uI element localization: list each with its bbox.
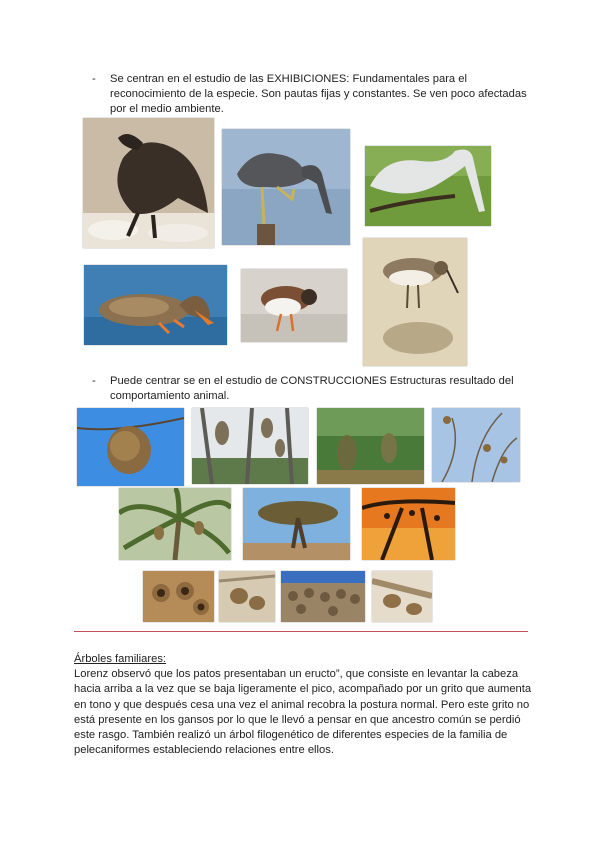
paragraph-line: hacia arriba a la vez que se baja ligeramente el pico, acompañado por un grito que aumenta xyxy=(74,683,532,696)
bullet-dash: - xyxy=(92,375,96,387)
section-divider xyxy=(74,631,528,632)
palm-nests-photo xyxy=(119,488,231,560)
colony-photo xyxy=(281,571,365,622)
section-heading: Árboles familiares: xyxy=(74,653,167,665)
paragraph-line: está presente en los gansos por lo que le llevó a pensar en que ancestro común se perdió xyxy=(74,713,521,726)
mud-nests-photo xyxy=(143,571,214,622)
sunset-nests-photo xyxy=(362,488,455,560)
bullet-text-line: comportamiento animal. xyxy=(110,390,230,402)
egret-photo xyxy=(365,146,491,226)
nest-photo-3 xyxy=(317,408,424,484)
bullet-text-line: por el medio ambiente. xyxy=(110,103,224,115)
paragraph-line: pelecaniformes estableciendo relaciones entre ellos. xyxy=(74,744,334,757)
nest-photo-2 xyxy=(192,408,308,484)
heron-photo xyxy=(222,129,350,245)
paragraph-line: Lorenz observó que los patos presentaban un eructo”, que consiste en levantar la cabeza xyxy=(74,668,519,681)
acacia-photo xyxy=(243,488,350,560)
bullet-dash: - xyxy=(92,73,96,85)
cormorant-photo xyxy=(83,118,214,248)
nest-photo-1 xyxy=(77,408,184,486)
family-trees-section xyxy=(74,652,534,758)
swallow-nests-photo xyxy=(219,571,275,622)
bullet-text-line: Se centran en el estudio de las EXHIBICIONES: Fundamentales para el xyxy=(110,73,467,85)
sandpiper-photo xyxy=(363,238,467,366)
paragraph-line: en tono y que después cesa una vez el animal recobra la postura normal. Pero este grito no xyxy=(74,698,530,711)
turnstone-photo xyxy=(241,269,347,342)
duck-photo xyxy=(84,265,227,345)
bullet-text-line: reconocimiento de la especie. Son pautas fijas y constantes. Se ven poco afectadas xyxy=(110,88,527,100)
bullet-constructions xyxy=(92,374,532,406)
bullet-exhibitions xyxy=(92,72,532,120)
eaves-nests-photo xyxy=(372,571,432,622)
nest-photo-4 xyxy=(432,408,520,482)
bullet-text-line: Puede centrar se en el estudio de CONSTRUCCIONES Estructuras resultado del xyxy=(110,375,514,387)
paragraph-line: este rasgo. También realizó un árbol filogenético de diferentes especies de la familia de xyxy=(74,729,508,742)
